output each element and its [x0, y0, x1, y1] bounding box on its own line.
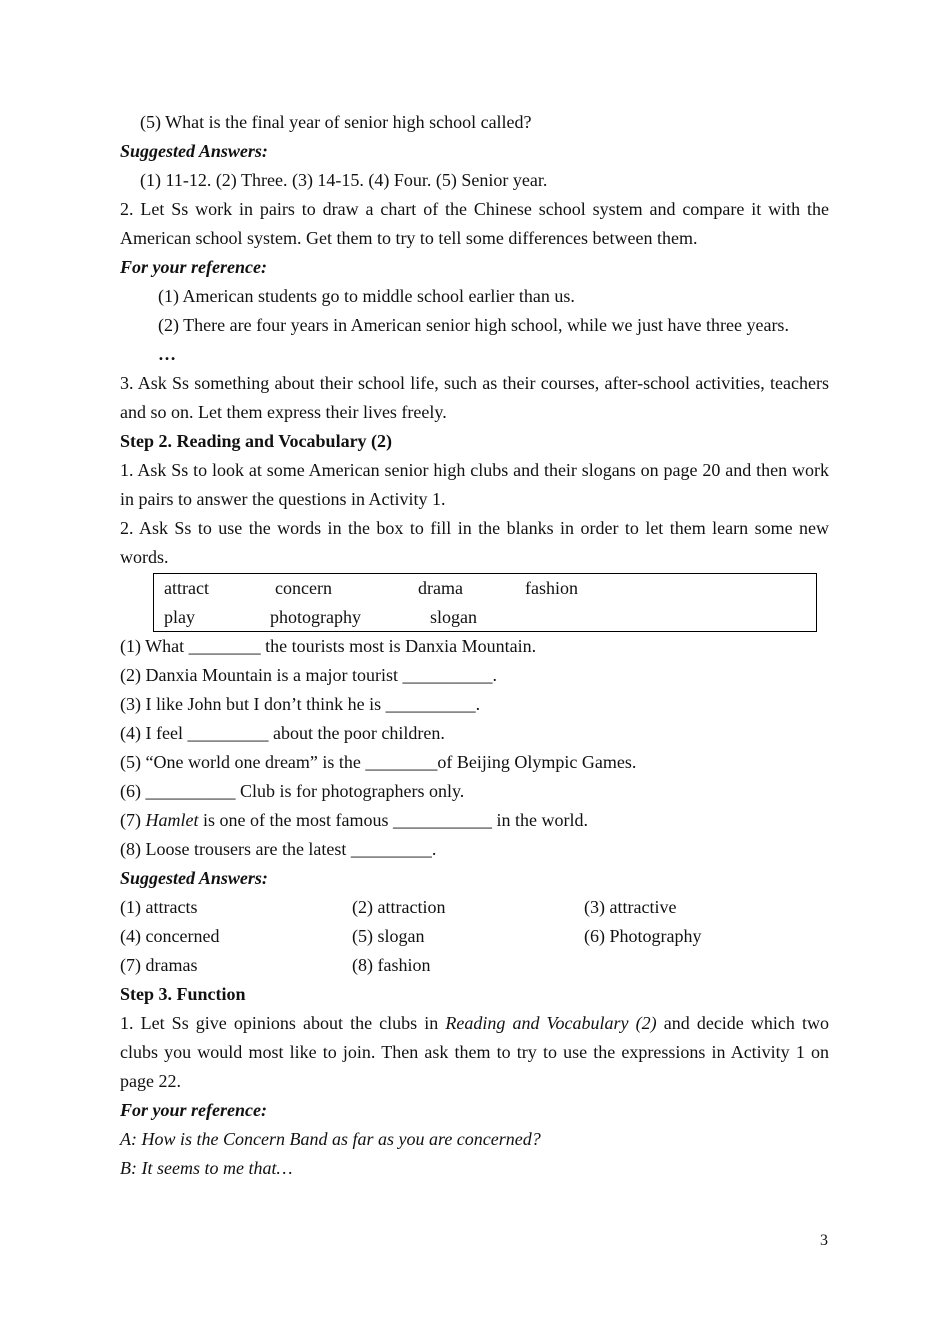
blank-sentence-1: (1) What ________ the tourists most is Danxia Mountain. [120, 636, 537, 656]
instruction-2: 2. Let Ss work in pairs to draw a chart of the Chinese school system and compare it with the American school system. Get them to try to tell some differences between them. [120, 199, 829, 248]
step-2-instruction-2: 2. Ask Ss to use the words in the box to fill in the blanks in order to let them learn some new words. [120, 518, 829, 567]
question-5: (5) What is the final year of senior high school called? [140, 112, 532, 132]
answer-item: (1) attracts [120, 897, 198, 917]
blank-sentence-4: (4) I feel _________ about the poor children. [120, 723, 445, 743]
word-box-item: attract [164, 578, 209, 598]
word-box-item: slogan [430, 607, 477, 627]
answer-item: (6) Photography [584, 926, 702, 946]
word-box-item: photography [270, 607, 361, 627]
answers-line: (1) 11-12. (2) Three. (3) 14-15. (4) Four. (5) Senior year. [140, 170, 548, 190]
blank-sentence-6: (6) __________ Club is for photographers only. [120, 781, 465, 801]
blank-sentence-5: (5) “One world one dream” is the ________of Beijing Olympic Games. [120, 752, 637, 772]
answer-item: (8) fashion [352, 955, 431, 975]
hamlet-title: Hamlet [145, 810, 199, 830]
answer-item: (2) attraction [352, 897, 446, 917]
answer-item: (4) concerned [120, 926, 220, 946]
answer-item: (7) dramas [120, 955, 198, 975]
suggested-answers-heading-2: Suggested Answers: [120, 868, 268, 888]
dialog-line-b: B: It seems to me that… [120, 1158, 293, 1178]
answer-item: (3) attractive [584, 897, 677, 917]
step-2-heading: Step 2. Reading and Vocabulary (2) [120, 431, 393, 451]
suggested-answers-heading: Suggested Answers: [120, 141, 268, 161]
answers-row [120, 922, 829, 951]
blank-sentence-2: (2) Danxia Mountain is a major tourist __________. [120, 665, 497, 685]
blank-sentence-7: (7) Hamlet is one of the most famous ___________ in the world. [120, 810, 588, 830]
page-number: 3 [820, 1232, 828, 1249]
reference-heading: For your reference: [120, 257, 267, 277]
reference-heading-2: For your reference: [120, 1100, 267, 1120]
reference-2: (2) There are four years in American senior high school, while we just have three years. [158, 315, 789, 335]
answers-row [120, 951, 829, 980]
step-3-heading: Step 3. Function [120, 984, 246, 1004]
reference-1: (1) American students go to middle school earlier than us. [158, 286, 575, 306]
ellipsis: … [158, 344, 176, 364]
step-2-instruction-1: 1. Ask Ss to look at some American senior high clubs and their slogans on page 20 and then work in pairs to answer the questions in Activity 1. [120, 460, 829, 509]
document-page [120, 108, 829, 1183]
word-box-item: fashion [525, 578, 578, 598]
reading-vocab-title: Reading and Vocabulary (2) [445, 1013, 657, 1033]
answer-item: (5) slogan [352, 926, 425, 946]
instruction-3: 3. Ask Ss something about their school life, such as their courses, after-school activities, teachers and so on. Let them express their lives freely. [120, 373, 829, 422]
blank-sentence-3: (3) I like John but I don’t think he is __________. [120, 694, 481, 714]
word-box [153, 573, 817, 632]
step-3-instruction-1: 1. Let Ss give opinions about the clubs in Reading and Vocabulary (2) and decide which two clubs you would most like to join. Then ask them to try to use the expressions in Activity 1 on page 22. [120, 1013, 829, 1091]
word-box-item: concern [275, 578, 332, 598]
dialog-line-a: A: How is the Concern Band as far as you are concerned? [120, 1129, 541, 1149]
word-box-item: drama [418, 578, 463, 598]
blank-sentence-8: (8) Loose trousers are the latest _________. [120, 839, 437, 859]
word-box-item: play [164, 607, 195, 627]
answers-row [120, 893, 829, 922]
